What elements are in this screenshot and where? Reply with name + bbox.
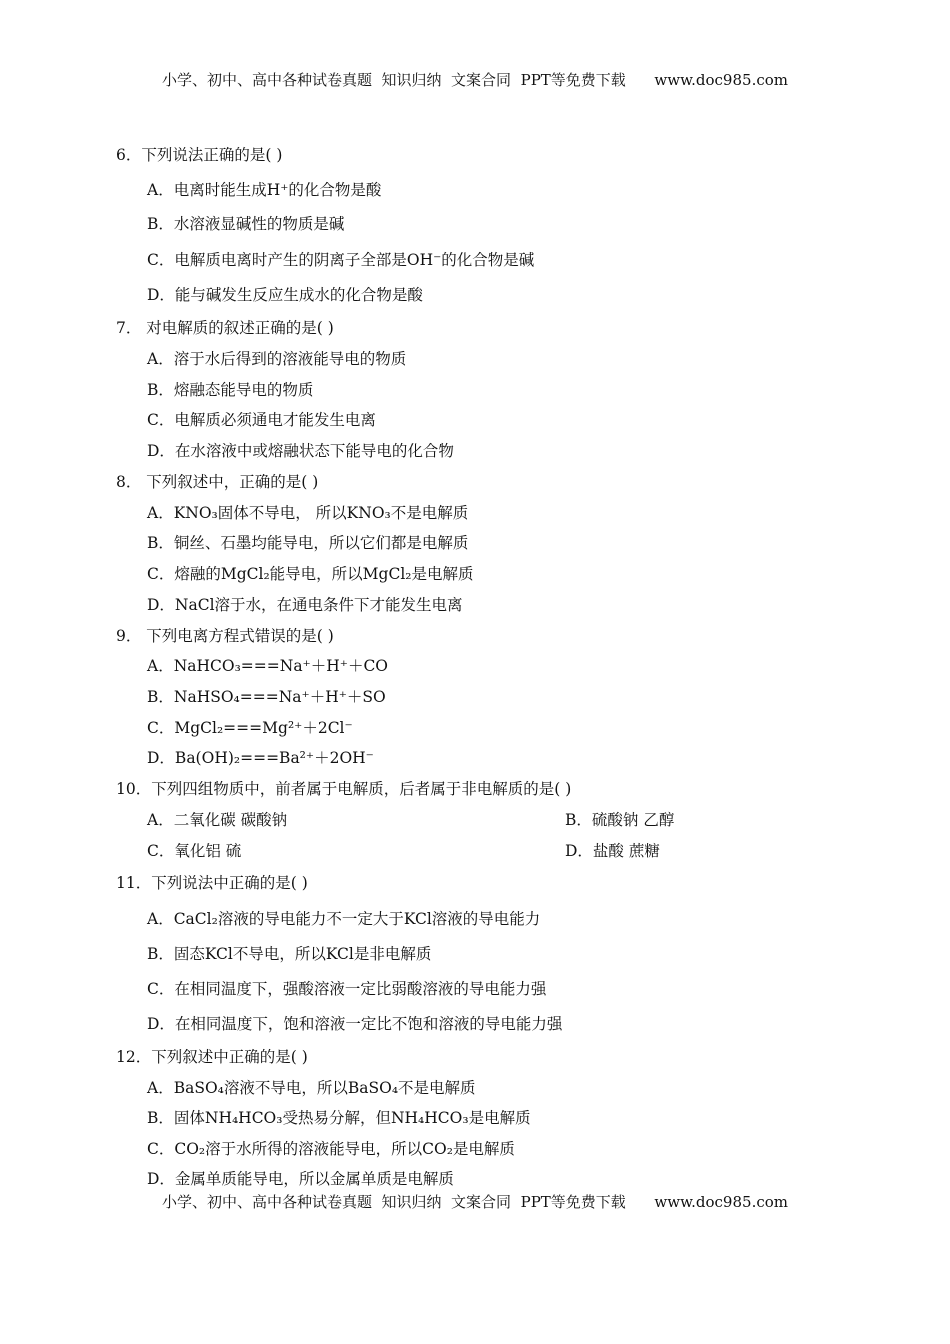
page-footer: 小学、初中、高中各种试卷真题 知识归纳 文案合同 PPT等免费下载 www.doc985.com <box>161 1193 788 1211</box>
question-9-option-c: C．MgCl₂===Mg²⁺＋2Cl⁻ <box>147 719 353 737</box>
question-9-option-d: D．Ba(OH)₂===Ba²⁺＋2OH⁻ <box>147 749 374 767</box>
question-12-option-b: B．固体NH₄HCO₃受热易分解，但NH₄HCO₃是电解质 <box>147 1109 531 1127</box>
question-9-option-b: B．NaHSO₄===Na⁺＋H⁺＋SO <box>147 688 386 706</box>
question-12-option-c: C．CO₂溶于水所得的溶液能导电，所以CO₂是电解质 <box>147 1140 515 1158</box>
question-6-option-c: C．电解质电离时产生的阴离子全部是OH⁻的化合物是碱 <box>147 251 535 269</box>
question-11-option-c: C．在相同温度下，强酸溶液一定比弱酸溶液的导电能力强 <box>147 980 547 998</box>
question-12-option-d: D．金属单质能导电，所以金属单质是电解质 <box>147 1170 454 1188</box>
question-7-stem: 7． 对电解质的叙述正确的是( ) <box>116 319 334 337</box>
question-7-option-d: D．在水溶液中或熔融状态下能导电的化合物 <box>147 442 454 460</box>
question-8-stem: 8． 下列叙述中，正确的是( ) <box>116 473 319 491</box>
question-7-option-b: B．熔融态能导电的物质 <box>147 381 314 399</box>
question-11-option-d: D．在相同温度下，饱和溶液一定比不饱和溶液的导电能力强 <box>147 1015 563 1033</box>
question-10-option-c: C．氧化铝 硫 <box>147 842 242 860</box>
question-8-option-d: D．NaCl溶于水，在通电条件下才能发生电离 <box>147 596 463 614</box>
question-10-option-b: B．硫酸钠 乙醇 <box>565 811 675 829</box>
page-header: 小学、初中、高中各种试卷真题 知识归纳 文案合同 PPT等免费下载 www.doc985.com <box>161 71 788 89</box>
question-10-option-a: A．二氧化碳 碳酸钠 <box>147 811 288 829</box>
question-6-stem: 6．下列说法正确的是( ) <box>116 146 283 164</box>
question-11-stem: 11．下列说法中正确的是( ) <box>116 874 308 892</box>
question-12-stem: 12．下列叙述中正确的是( ) <box>116 1048 308 1066</box>
question-6-option-d: D．能与碱发生反应生成水的化合物是酸 <box>147 286 423 304</box>
question-9-option-a: A．NaHCO₃===Na⁺＋H⁺＋CO <box>147 657 389 675</box>
question-8-option-c: C．熔融的MgCl₂能导电，所以MgCl₂是电解质 <box>147 565 474 583</box>
question-10-option-d: D．盐酸 蔗糖 <box>565 842 660 860</box>
question-7-option-c: C．电解质必须通电才能发生电离 <box>147 411 376 429</box>
question-8-option-a: A．KNO₃固体不导电， 所以KNO₃不是电解质 <box>147 504 469 522</box>
question-9-stem: 9． 下列电离方程式错误的是( ) <box>116 627 334 645</box>
question-8-option-b: B．铜丝、石墨均能导电，所以它们都是电解质 <box>147 534 469 552</box>
question-11-option-b: B．固态KCl不导电，所以KCl是非电解质 <box>147 945 432 963</box>
question-10-stem: 10．下列四组物质中，前者属于电解质，后者属于非电解质的是( ) <box>116 780 572 798</box>
question-6-option-a: A．电离时能生成H⁺的化合物是酸 <box>147 181 382 199</box>
question-6-option-b: B．水溶液显碱性的物质是碱 <box>147 215 345 233</box>
question-12-option-a: A．BaSO₄溶液不导电，所以BaSO₄不是电解质 <box>147 1079 476 1097</box>
question-7-option-a: A．溶于水后得到的溶液能导电的物质 <box>147 350 407 368</box>
question-11-option-a: A．CaCl₂溶液的导电能力不一定大于KCl溶液的导电能力 <box>147 910 541 928</box>
